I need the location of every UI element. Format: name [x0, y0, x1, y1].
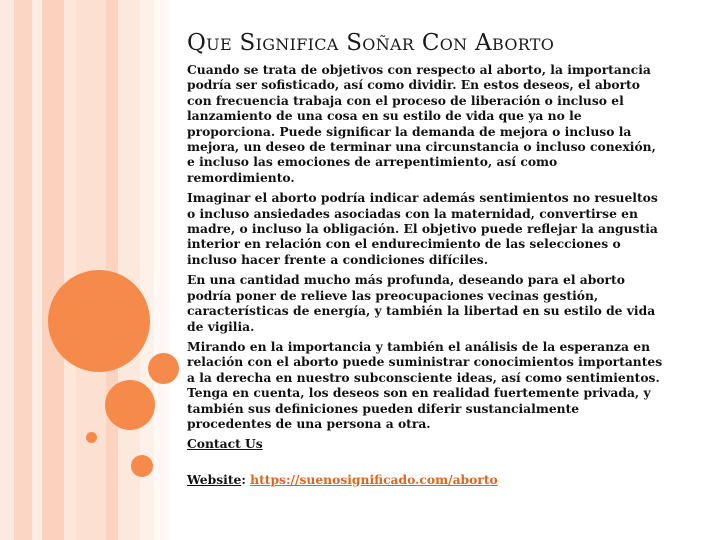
- medium-circle: [148, 353, 179, 384]
- stripe: [0, 0, 14, 540]
- stripe: [154, 0, 170, 540]
- website-separator: :: [241, 471, 251, 487]
- circle-left: [105, 380, 155, 430]
- contact-link[interactable]: Contact Us: [187, 436, 263, 452]
- stripe: [14, 0, 32, 540]
- paragraph: Imaginar el aborto podría indicar además sentimientos no resueltos o incluso ansiedades asociadas con la maternidad, convertirse en madre, o incluso la obligación. El objetivo puede reflejar la angustia interior en relación con el endurecimiento de las selecciones o incluso hacer frente a condiciones difíciles.: [187, 190, 658, 267]
- website-line: [187, 472, 667, 487]
- contact-line: [187, 436, 667, 451]
- page-title: Que Significa Soñar Con Aborto: [187, 30, 555, 56]
- circle-bottom: [131, 455, 153, 477]
- stripe: [42, 0, 64, 540]
- stripe: [64, 0, 76, 540]
- small-circle: [86, 432, 97, 443]
- website-link[interactable]: https://suenosignificado.com/aborto: [250, 471, 498, 487]
- paragraph: En una cantidad mucho más profunda, deseando para el aborto podría poner de relieve las preocupaciones vecinas gestión, características de energía, y también la libertad en su estilo de vida de vigilia.: [187, 272, 656, 334]
- paragraph: Cuando se trata de objetivos con respecto al aborto, la importancia podría ser sofisticado, así como dividir. En estos deseos, el aborto con frecuencia trabaja con el proceso de liberación o incluso el lanzamiento de una cosa en su estilo de vida que ya no le proporciona. Puede significar la demanda de mejora o incluso la mejora, un deseo de terminar una circunstancia o incluso conexión, e incluso las emociones de arrepentimiento, así como remordimiento.: [187, 62, 656, 185]
- website-label: Website: [187, 471, 242, 487]
- stripe: [32, 0, 42, 540]
- large-circle: [48, 270, 150, 372]
- slide-content: [187, 30, 667, 492]
- paragraph: Mirando en la importancia y también el análisis de la esperanza en relación con el aborto puede suministrar conocimientos importantes a la derecha en nuestro subconsciente ideas, así como sentimientos. Tenga en cuenta, los deseos son en realidad fuertemente privada, y también sus definiciones pueden diferir sustancialmente procedentes de una persona a otra.: [187, 338, 663, 431]
